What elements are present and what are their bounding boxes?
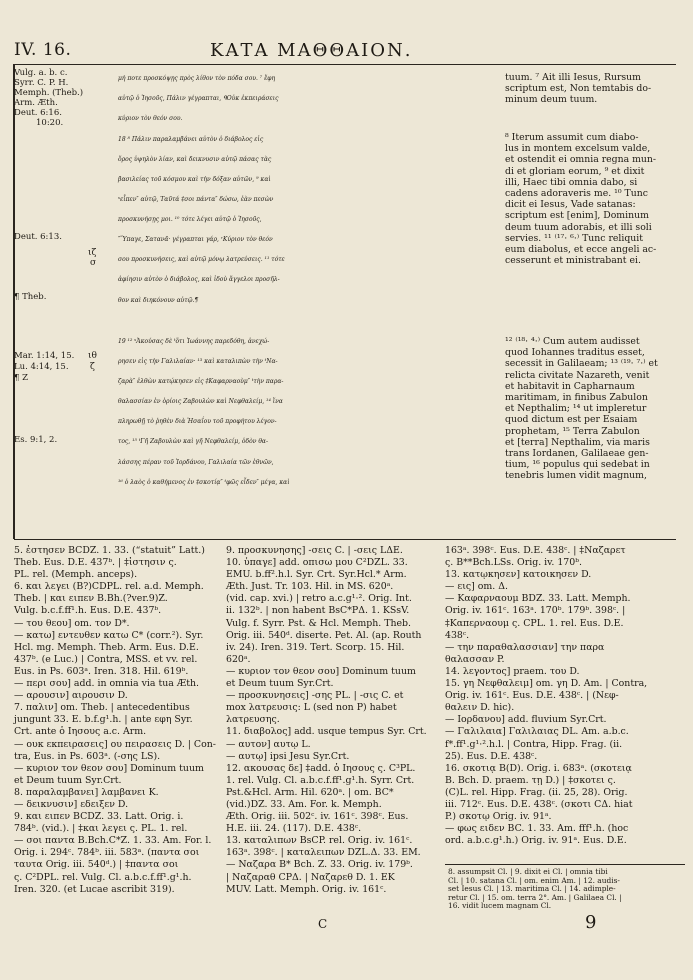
apparatus-line: Iren. 320. (et Lucae ascribit 319). [14, 883, 175, 895]
apparatus-line: et Deum tuum Syr.Crt. [226, 678, 334, 690]
apparatus-line: Crt. ante ὁ Ιησους a.c. Arm. [14, 726, 147, 738]
apparatus-line: — Γαλιλαια] Γαλιλαιας DL. Am. a.b.c. [445, 726, 629, 738]
greek-line: ¹⁶ ὁ λαὸς ὁ καθήμενος ἐν ‡σκοτίᾳ″ ᵗφῶς εἶδεν″ μέγα, καὶ [118, 479, 290, 486]
latin-line: cadens adoraveris me. ¹⁰ Tunc [505, 188, 648, 200]
latin-block [505, 72, 685, 106]
latin-block [505, 132, 685, 266]
apparatus-line: Vulg. b.c.f.ff¹.h. Eus. D.E. 437ᵇ. [14, 605, 162, 617]
apparatus-line: (C)L. rel. Hipp. Frag. (ii. 25, 28). Orig. [445, 786, 628, 798]
apparatus-line: et Deum tuum Syr.Crt. [14, 774, 122, 786]
margin-line: Deut. 6:16. [14, 108, 62, 118]
apparatus-line: Orig. iv. 161ᶜ. 163ᵃ. 170ᵇ. 179ᵇ. 398ᶜ. | [445, 605, 626, 617]
apparatus-line: (vid. cap. xvi.) | retro a.c.g¹·². Orig. Int. [226, 593, 412, 605]
apparatus-line: — εις] om. Δ. [445, 581, 509, 593]
latin-line: servies. ¹¹ ⁽¹⁷· ⁶·⁾ Tunc reliquit [505, 232, 643, 244]
apparatus-line: 163ᵃ. 398ᶜ. | καταλειπων DZL.Δ. 33. EM. [226, 847, 421, 859]
apparatus-line: 163ᵃ. 398ᶜ. Eus. D.E. 438ᶜ. | ‡Ναζαρετ [445, 545, 626, 556]
margin-line: Memph. (Theb.) [14, 88, 84, 98]
section-mark: ζ [90, 362, 95, 372]
apparatus-line: — σοι παντα B.Bch.C*Z. 1. 33. Am. For. l. [14, 835, 212, 847]
apparatus-line: — αρουσιν] αιρουσιν D. [14, 690, 128, 702]
latin-line: cesserunt et ministrabant ei. [505, 255, 641, 267]
footnote-line: set Iesus Cl. | 13. maritima Cl. | 14. adimple- [448, 884, 616, 894]
apparatus-line: Orig. iii. 540ᵈ. diserte. Pet. Al. (ap. Routh [226, 629, 422, 641]
apparatus-line: ii. 132ᵇ. | non habent BsC*PΔ. 1. KSsV. [226, 605, 410, 617]
apparatus-line: — αυτῳ] ipsi Jesu Syr.Crt. [226, 750, 350, 762]
latin-footnotes [448, 868, 622, 911]
apparatus-line: — κυριον τον θεον σου] Dominum tuum [226, 665, 416, 677]
chapter-verse-ref: IV. 16. [14, 40, 72, 60]
apparatus-line: — περι σου] add. in omnia via tua Æth. [14, 678, 200, 690]
apparatus-line: 15. γη Νεφθαλειμ] om. γη D. Am. | Contra, [445, 678, 648, 690]
apparatus-line: 438ᶜ. [445, 629, 470, 641]
apparatus-column-3 [445, 545, 685, 847]
margin-note: ¶ Theb. [14, 292, 47, 302]
apparatus-line: — αυτον] αυτῳ L. [226, 738, 311, 750]
section-mark: ιζ [88, 248, 97, 258]
latin-line: prophetam, ¹⁵ Terra Zabulon [505, 425, 640, 437]
greek-line: λάσσης πέραν τοῦ Ἰορδάνου, Γαλιλαία τῶν ἐθνῶν, [118, 459, 274, 466]
latin-line: minum deum tuum. [505, 94, 598, 106]
margin-note: Deut. 6:13. [14, 232, 62, 242]
latin-line: ⁸ Iterum assumit cum diabo- [505, 132, 639, 143]
latin-line: deum tuum adorabis, et illi soli [505, 221, 652, 233]
latin-line: et [terra] Nepthalim, via maris [505, 436, 650, 448]
apparatus-line: Theb. | και ειπεν B.Bh.(?ver.9)Z. [14, 593, 168, 605]
apparatus-column-1 [14, 545, 222, 896]
apparatus-line: ς. B**Bch.LSs. Orig. iv. 170ᵇ. [445, 557, 582, 569]
greek-line: πληρωθῇ τὸ ῥηθὲν διὰ Ἠσαΐου τοῦ προφήτου λέγον- [118, 418, 277, 425]
margin-note: ¶ Z [14, 373, 29, 383]
greek-line: ὄρος ὑψηλὸν λίαν, καὶ δεικνυσιν αὐτῷ πάσας τὰς [118, 156, 272, 163]
latin-line: et Nepthalim; ¹⁴ ut impleretur [505, 403, 647, 415]
latin-block [505, 336, 685, 482]
latin-line: tenebris lumen vidit magnum, [505, 470, 647, 482]
apparatus-line: EMU. b.ff².h.l. Syr. Crt. Syr.Hcl.* Arm. [226, 569, 407, 581]
page-number: 9 [585, 912, 597, 933]
apparatus-line: f*.ff¹.g¹·².h.l. | Contra, Hipp. Frag. (ii. [445, 738, 623, 750]
greek-line: ἀφίησιν αὐτὸν ὁ διάβολος, καὶ ἰδοὺ ἄγγελοι προσῆλ- [118, 276, 280, 283]
apparatus-line: PL. rel. (Memph. anceps). [14, 569, 138, 581]
latin-line: di et gloriam eorum, ⁹ et dixit [505, 165, 645, 177]
greek-line: θαλασσίαν ἐν ὁρίοις Ζαβουλὼν καὶ Νεφθαλείμ, ¹⁴ ἵνα [118, 398, 283, 405]
apparatus-line: 1. rel. Vulg. Cl. a.b.c.f.ff¹.g¹.h. Syrr. Crt. [226, 774, 415, 786]
footnote-line: 8. assumpsit Cl. | 9. dixit ei Cl. | omnia tibi [448, 867, 608, 876]
footnote-line: 16. vidit lucem magnam Cl. [448, 901, 552, 911]
apparatus-line: tra, Eus. in Ps. 603ᵃ. (-σης LS). [14, 750, 161, 762]
apparatus-line: — ουκ εκπειρασεις] ου πειρασεις D. | Con- [14, 738, 216, 750]
apparatus-line: jungunt 33. E. b.f.g¹.h. | ante εφη Syr. [14, 714, 193, 726]
apparatus-line: Vulg. f. Syrr. Pst. & Hcl. Memph. Theb. [226, 617, 412, 629]
latin-line: scriptum est, Non temtabis do- [505, 83, 652, 95]
greek-line: μή ποτε προσκόψῃς πρὸς λίθον τὸν πόδα σου. ⁷ ἔφη [118, 75, 276, 82]
apparatus-line: ς. C²DPL. rel. Vulg. Cl. a.b.c.f.ff¹.g¹.h. [14, 871, 192, 883]
apparatus-line: 8. παραλαμβανει] λαμβανει K. [14, 786, 159, 798]
apparatus-line: — του θεου] om. τον D*. [14, 617, 130, 629]
apparatus-line: 437ᵇ. (e Luc.) | Contra, MSS. et vv. rel. [14, 653, 198, 665]
apparatus-line: 13. καταλιπων BsCP. rel. Orig. iv. 161ᶜ. [226, 835, 413, 847]
latin-line: secessit in Galilaeam; ¹³ ⁽¹⁹· ⁷·⁾ et [505, 358, 658, 370]
apparatus-line: 784ᵇ. (vid.). | ‡και λεγει ς. PL. 1. rel. [14, 823, 188, 835]
latin-line: dicit ei Iesus, Vade satanas: [505, 199, 636, 211]
apparatus-line: — κυριον τον θεον σου] Dominum tuum [14, 762, 204, 774]
latin-line: et habitavit in Capharnaum [505, 380, 635, 392]
footnote-line: Cl. | 10. satana Cl. | om. enim Am. | 12. audis- [448, 875, 620, 885]
latin-line: et ostendit ei omnia regna mun- [505, 154, 657, 166]
apparatus-line: ord. a.b.c.g¹.h.) Orig. iv. 91ᵃ. Eus. D.E. [445, 835, 627, 847]
apparatus-line: 9. και ειπεν BCDZ. 33. Latt. Orig. i. [14, 811, 184, 823]
latin-line: eum diabolus, et ecce angeli ac- [505, 244, 657, 256]
greek-line: 19 ¹² ˢἈκούσας δὲ ᵗὅτι Ἰωάννης παρεδόθη, ἀνεχώ- [118, 338, 270, 345]
greek-line: βασιλείας τοῦ κόσμου καὶ τὴν δόξαν αὐτῶν, ⁹ καὶ [118, 176, 271, 183]
apparatus-line: B. Bch. D. praem. τῃ D.) | ‡σκοτει ς. [445, 774, 616, 786]
apparatus-line: — Ναζαρα B* Bch. Z. 33. Orig. iv. 179ᵇ. [226, 859, 413, 871]
apparatus-line: 12. ακουσας δε] ‡add. ὁ Ιησους ς. C³PL. [226, 762, 416, 774]
apparatus-line: 11. διαβολος] add. usque tempus Syr. Crt. [226, 726, 427, 738]
apparatus-line: — Ιορδανου] add. fluvium Syr.Crt. [445, 714, 607, 726]
footnote-line: retur Cl. | 15. om. terra 2°. Am. | Galilaea Cl. | [448, 892, 622, 902]
greek-line: ρησεν εἰς τὴν Γαλιλαίαν· ¹³ καὶ καταλιπὼν τὴν ᵗΝα- [118, 358, 278, 365]
apparatus-line: — προσκυνησεις] -σης PL. | -σις C. et [226, 690, 404, 702]
apparatus-line: 14. λεγοντος] praem. του D. [445, 665, 580, 677]
apparatus-line: iv. 24). Iren. 319. Tert. Scorp. 15. Hil. [226, 641, 405, 653]
latin-line: scriptum est [enim], Dominum [505, 210, 649, 222]
latin-line: relicta civitate Nazareth, venit [505, 369, 650, 381]
margin-note: Mar. 1:14, 15. [14, 351, 75, 361]
margin-note: Lu. 4:14, 15. [14, 362, 69, 372]
apparatus-column-2 [226, 545, 441, 896]
apparatus-line: — φως ειδεν BC. 1. 33. Am. fff¹.h. (hoc [445, 823, 629, 835]
apparatus-line: Theb. Eus. D.E. 437ᵇ. | ‡ἱστησιν ς. [14, 557, 177, 569]
apparatus-separator [14, 539, 676, 540]
greek-line: κύριον τὸν θεόν σου. [118, 115, 183, 122]
greek-line: θον καὶ διηκόνουν αὐτῷ.¶ [118, 297, 199, 304]
latin-line: quod Iohannes traditus esset, [505, 347, 645, 359]
apparatus-line: Orig. iv. 161ᶜ. Eus. D.E. 438ᶜ. | (Νεφ- [445, 690, 619, 702]
apparatus-line: — Καφαρναουμ BDZ. 33. Latt. Memph. [445, 593, 631, 605]
apparatus-line: ταυτα Orig. iii. 540ᵈ.) | ‡παντα σοι [14, 859, 179, 871]
apparatus-line: — δεικνυσιν] εδειξεν D. [14, 798, 129, 810]
latin-line: ¹² ⁽¹⁸· ⁴·⁾ Cum autem audisset [505, 336, 640, 347]
latin-line: trans Iordanen, Galilaeae gen- [505, 448, 649, 460]
apparatus-line: Orig. i. 294ᶜ. 784ᵇ. iii. 583ᵃ. (παντα σοι [14, 847, 200, 859]
apparatus-line: θαλασσαν P. [445, 653, 505, 665]
apparatus-line: — κατω] εντευθεν κατω C* (corr.²). Syr. [14, 629, 204, 641]
apparatus-line: 6. και λεγει (B?)CDPL. rel. a.d. Memph. [14, 581, 204, 593]
signature-mark: C [318, 917, 328, 931]
margin-line: Syrr. C. P. H. [14, 78, 69, 88]
greek-line: αὐτῷ ὁ Ἰησοῦς, Πάλιν γέγραπται, ᑫΟὐκ ἐκπειράσεις [118, 95, 279, 102]
apparatus-line: 7. παλιν] om. Theb. | antecedentibus [14, 702, 190, 714]
greek-line: ″Ὕπαγε, Σατανᾶ· γέγραπται γάρ, ʳΚύριον τὸν θεόν [118, 236, 273, 243]
margin-line: Arm. Æth. [14, 98, 58, 108]
apparatus-line: — την παραθαλασσιαν] την παρα [445, 641, 605, 653]
greek-line: ˢεἶπεν″ αὐτῷ, Ταῦτά ‡σοι πάντα″ δώσω, ἐὰν πεσὼν [118, 196, 274, 203]
latin-line: tium, ¹⁶ populus qui sedebat in [505, 459, 650, 471]
apparatus-line: (vid.)DZ. 33. Am. For. k. Memph. [226, 798, 382, 810]
section-mark: ιθ [88, 351, 97, 361]
margin-line: 10:20. [36, 118, 64, 128]
latin-line: lus in montem excelsum valde, [505, 143, 651, 155]
latin-line: quod dictum est per Esaiam [505, 414, 638, 426]
margin-note: Es. 9:1, 2. [14, 435, 58, 445]
header-rule [14, 64, 676, 65]
apparatus-line: λατρευσης. [226, 714, 280, 726]
margin-line: Vulg. a. b. c. [14, 68, 68, 78]
apparatus-line: Æth. Orig. iii. 502ᶜ. iv. 161ᶜ. 398ᶜ. Eus. [226, 811, 409, 823]
latin-line: illi, Haec tibi omnia dabo, si [505, 176, 638, 188]
apparatus-line: 25). Eus. D.E. 438ᶜ. [445, 750, 538, 762]
footnote-rule [445, 864, 685, 865]
apparatus-line: Hcl. mg. Memph. Theb. Arm. Eus. D.E. [14, 641, 199, 653]
greek-line: ζαρὰ″ ἐλθὼν κατῴκησεν εἰς ‡Καφαρναοὺμ″ ᵗτὴν παρα- [118, 378, 284, 385]
apparatus-line: Pst.&Hcl. Arm. Hil. 620ᵃ. | om. BC* [226, 786, 394, 798]
greek-line: προσκυνήσῃς μοι. ¹⁰ τότε λέγει αὐτῷ ὁ Ἰησοῦς, [118, 216, 262, 223]
apparatus-line: | Ναζαραθ CPΔ. | Ναζαρεθ D. 1. EK [226, 871, 395, 883]
apparatus-line: H.E. iii. 24. (117). D.E. 438ᶜ. [226, 823, 362, 835]
apparatus-line: 10. ὑπαγε] add. οπισω μου C²DZL. 33. [226, 557, 408, 569]
apparatus-line: Eus. in Ps. 603ᵃ. Iren. 318. Hil. 619ᵇ. [14, 665, 189, 677]
greek-line: τος, ¹⁵ ᵗΓῆ Ζαβουλὼν καὶ γῆ Νεφθαλείμ, ὁδὸν θα- [118, 438, 269, 445]
apparatus-line: Æth. Just. Tr. 103. Hil. in MS. 620ᵃ. [226, 581, 394, 593]
greek-line: σου προσκυνήσεις, καὶ αὐτῷ μόνῳ λατρεύσεις. ¹¹ τότε [118, 256, 285, 263]
apparatus-line: iii. 712ᶜ. Eus. D.E. 438ᶜ. (σκοτι CΔ. hiat [445, 798, 633, 810]
apparatus-line: ‡Καπερναουμ ς. CPL. 1. rel. Eus. D.E. [445, 617, 624, 629]
latin-line: tuum. ⁷ Ait illi Iesus, Rursum [505, 72, 641, 83]
latin-line: maritimam, in finibus Zabulon [505, 392, 648, 404]
apparatus-line: 9. προσκυνησης] -σεις C. | -σεις LΔE. [226, 545, 403, 556]
apparatus-line: P.) σκοτῳ Orig. iv. 91ᵃ. [445, 811, 552, 823]
apparatus-line: 13. κατῳκησεν] κατοικησεν D. [445, 569, 592, 581]
apparatus-line: θαλειν D. hic). [445, 702, 515, 714]
apparatus-line: 5. ἐστησεν BCDZ. 1. 33. (“statuit” Latt.) [14, 545, 205, 556]
apparatus-line: 620ᵃ. [226, 653, 251, 665]
section-mark: σ [90, 258, 97, 268]
apparatus-line: MUV. Latt. Memph. Orig. iv. 161ᶜ. [226, 883, 387, 895]
page-title: ΚΑΤΑ ΜΑΘΘΑΙΟΝ. [210, 40, 413, 61]
apparatus-line: 16. σκοτιᾳ B(D). Orig. i. 683ᵃ. (σκοτειᾳ [445, 762, 632, 774]
apparatus-line: mox λατρευσις: L (sed non P) habet [226, 702, 397, 714]
witness-list [14, 68, 84, 128]
greek-line: 18 ⁸ Πάλιν παραλαμβάνει αὐτὸν ὁ διάβολος εἰς [118, 136, 264, 143]
